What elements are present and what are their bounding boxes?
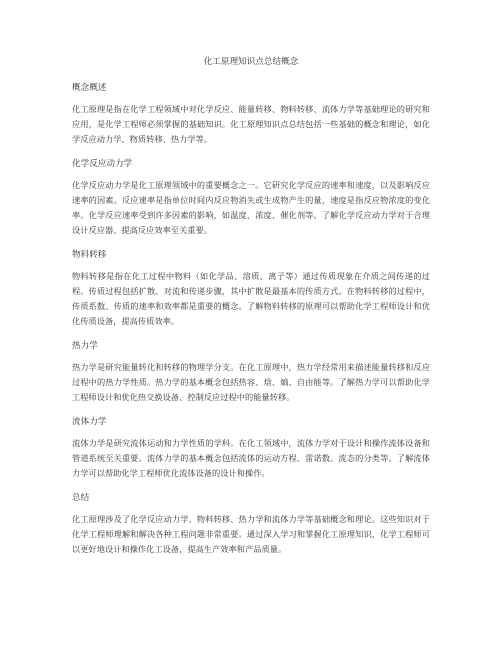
section-paragraph: 化工原理是指在化学工程领域中对化学反应、能量转移、物料转移、流体力学等基础理论的研究和应用，是化学工程师必须掌握的基础知识。化工原理知识点总结包括一些基础的概念和理论，如化学反应动力学、物质转移、热力学等。 [72,104,430,144]
section-paragraph: 流体力学是研究流体运动和力学性质的学科。在化工领域中，流体力学对于设计和操作流体设备和管道系统至关重要。流体力学的基本概念包括流体的运动方程、雷诺数、流态的分类等。了解流体力学可以帮助化学工程师优化流体设备的设计和操作。 [72,438,430,478]
section-heading: 总结 [72,493,90,503]
section-paragraph: 化学反应动力学是化工原理领域中的重要概念之一。它研究化学反应的速率和速度，以及影响反应速率的因素。反应速率是指单位时间内反应物消失或生成物产生的量，速度是指反应物浓度的变化率。化学反应速率受到许多因素的影响，如温度、浓度、催化剂等。了解化学反应动力学对于合理设计反应器、提高反应效率至关重要。 [72,180,430,235]
section-heading: 概念概述 [72,83,107,93]
section-paragraph: 物料转移是指在化工过程中物料（如化学品、溶质、离子等）通过传质现象在介质之间传递的过程。传质过程包括扩散、对流和传递步骤，其中扩散是最基本的传质方式。在物料转移的过程中，传质系数、传质的速率和效率都是重要的概念。了解物料转移的原理可以帮助化学工程师设计和优化传质设备，提高传质效率。 [72,271,430,326]
section-summary [72,492,430,557]
section-heading: 流体力学 [72,417,107,427]
section-mass-transfer [72,249,430,329]
section-fluid-mechanics [72,416,430,481]
section-heading: 热力学 [72,341,98,351]
section-thermodynamics [72,340,430,405]
section-reaction-kinetics [72,158,430,238]
section-overview [72,82,430,147]
section-paragraph: 热力学是研究能量转化和转移的物理学分支。在化工原理中，热力学经常用来描述能量转移和反应过程中的热力学性质。热力学的基本概念包括热容、焓、熵、自由能等。了解热力学可以帮助化学工程师设计和优化热交换设备、控制反应过程中的能量转移。 [72,362,430,402]
section-heading: 化学反应动力学 [72,159,133,169]
document-title: 化工原理知识点总结概念 [203,57,299,67]
section-heading: 物料转移 [72,250,107,260]
section-paragraph: 化工原理涉及了化学反应动力学、物料转移、热力学和流体力学等基础概念和理论。这些知识对于化学工程师理解和解决各种工程问题非常重要。通过深入学习和掌握化工原理知识，化学工程师可以更好地设计和操作化工设备，提高生产效率和产品质量。 [72,514,430,554]
